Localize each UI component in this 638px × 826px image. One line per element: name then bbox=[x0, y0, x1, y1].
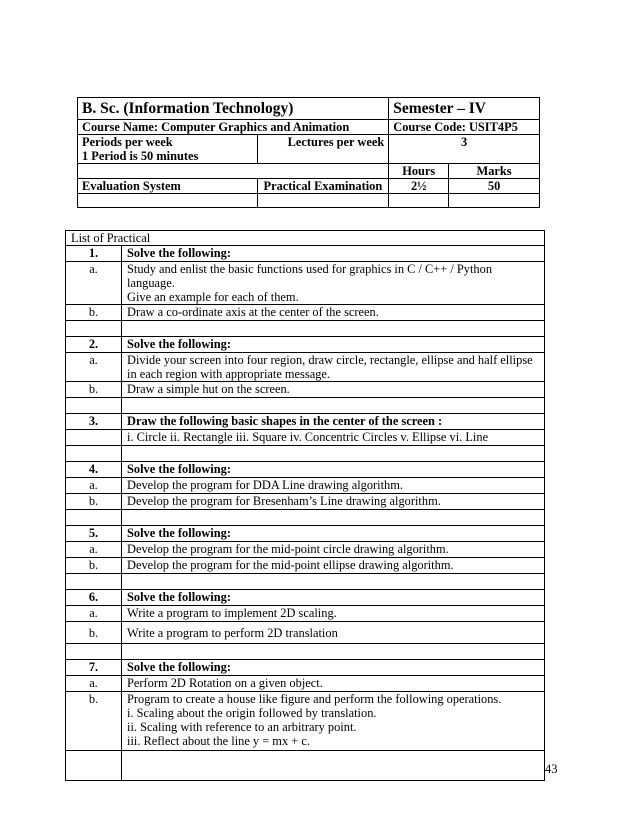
periods-label: Periods per week bbox=[82, 135, 173, 149]
practical-number: 3. bbox=[66, 414, 122, 430]
blank-cell bbox=[66, 574, 122, 590]
practical-heading: Solve the following: bbox=[122, 246, 545, 262]
item-label: a. bbox=[66, 478, 122, 494]
practical-exam-label: Practical Examination bbox=[257, 179, 389, 194]
blank-cell bbox=[78, 194, 258, 208]
item-text-line: in each region with appropriate message. bbox=[127, 367, 330, 381]
item-label: b. bbox=[66, 382, 122, 398]
course-code: Course Code: USIT4P5 bbox=[389, 120, 540, 135]
practical-number: 6. bbox=[66, 590, 122, 606]
item-label: a. bbox=[66, 262, 122, 305]
item-text bbox=[122, 692, 545, 751]
practicals-title: List of Practical bbox=[66, 231, 545, 246]
blank-cell bbox=[66, 430, 122, 446]
blank-cell bbox=[449, 194, 540, 208]
blank-cell bbox=[389, 194, 449, 208]
hours-label: Hours bbox=[389, 164, 449, 179]
page-number: 43 bbox=[545, 762, 558, 776]
item-text-line: ii. Scaling with reference to an arbitrary point. bbox=[127, 720, 357, 734]
blank-cell bbox=[122, 398, 545, 414]
blank-cell bbox=[122, 446, 545, 462]
practical-heading: Solve the following: bbox=[122, 337, 545, 353]
practical-heading: Solve the following: bbox=[122, 462, 545, 478]
item-text: Develop the program for the mid-point circle drawing algorithm. bbox=[122, 542, 545, 558]
practical-heading: Draw the following basic shapes in the center of the screen : bbox=[122, 414, 545, 430]
item-text: Draw a co-ordinate axis at the center of the screen. bbox=[122, 305, 545, 321]
marks-label: Marks bbox=[449, 164, 540, 179]
blank-cell bbox=[122, 321, 545, 337]
item-text: Develop the program for DDA Line drawing algorithm. bbox=[122, 478, 545, 494]
semester-title: Semester – IV bbox=[389, 98, 540, 120]
hours-value: 2½ bbox=[389, 179, 449, 194]
practical-number: 4. bbox=[66, 462, 122, 478]
item-text-line: Give an example for each of them. bbox=[127, 290, 299, 304]
item-label: b. bbox=[66, 692, 122, 751]
lectures-value: 3 bbox=[389, 135, 540, 164]
lectures-label: Lectures per week bbox=[257, 135, 389, 164]
periods-cell bbox=[78, 135, 258, 164]
item-text: i. Circle ii. Rectangle iii. Square iv. Concentric Circles v. Ellipse vi. Line bbox=[122, 430, 545, 446]
practical-heading: Solve the following: bbox=[122, 660, 545, 676]
blank-cell bbox=[122, 644, 545, 660]
practicals-table bbox=[65, 230, 545, 781]
item-text-line: Divide your screen into four region, draw circle, rectangle, ellipse and half ellipse bbox=[127, 353, 533, 367]
item-label: a. bbox=[66, 542, 122, 558]
blank-cell bbox=[66, 446, 122, 462]
item-text: Develop the program for Bresenham’s Line drawing algorithm. bbox=[122, 494, 545, 510]
program-title: B. Sc. (Information Technology) bbox=[78, 98, 389, 120]
practical-number: 7. bbox=[66, 660, 122, 676]
blank-cell bbox=[66, 510, 122, 526]
practical-number: 2. bbox=[66, 337, 122, 353]
item-text-line: Program to create a house like figure and perform the following operations. bbox=[127, 692, 502, 706]
blank-cell bbox=[78, 164, 389, 179]
item-text-line: i. Scaling about the origin followed by translation. bbox=[127, 706, 377, 720]
practical-heading: Solve the following: bbox=[122, 590, 545, 606]
marks-value: 50 bbox=[449, 179, 540, 194]
item-text: Develop the program for the mid-point ellipse drawing algorithm. bbox=[122, 558, 545, 574]
item-text bbox=[122, 262, 545, 305]
item-text: Draw a simple hut on the screen. bbox=[122, 382, 545, 398]
evaluation-label: Evaluation System bbox=[78, 179, 258, 194]
item-label: a. bbox=[66, 606, 122, 622]
item-text: Perform 2D Rotation on a given object. bbox=[122, 676, 545, 692]
item-text: Write a program to perform 2D translation bbox=[122, 622, 545, 644]
practical-number: 5. bbox=[66, 526, 122, 542]
course-name: Course Name: Computer Graphics and Animation bbox=[78, 120, 389, 135]
practical-heading: Solve the following: bbox=[122, 526, 545, 542]
item-label: b. bbox=[66, 494, 122, 510]
practical-number: 1. bbox=[66, 246, 122, 262]
blank-cell bbox=[66, 644, 122, 660]
item-label: b. bbox=[66, 622, 122, 644]
item-label: b. bbox=[66, 305, 122, 321]
item-label: a. bbox=[66, 676, 122, 692]
blank-cell bbox=[66, 398, 122, 414]
blank-cell bbox=[122, 574, 545, 590]
item-text-line: Study and enlist the basic functions used for graphics in C / C++ / Python language. bbox=[127, 262, 493, 290]
blank-cell bbox=[66, 321, 122, 337]
blank-cell bbox=[257, 194, 389, 208]
item-text bbox=[122, 353, 545, 382]
item-label: a. bbox=[66, 353, 122, 382]
course-header-table bbox=[77, 97, 540, 208]
period-duration: 1 Period is 50 minutes bbox=[82, 149, 199, 163]
item-label: b. bbox=[66, 558, 122, 574]
blank-cell bbox=[122, 751, 545, 781]
item-text-line: iii. Reflect about the line y = mx + c. bbox=[127, 734, 310, 748]
item-text: Write a program to implement 2D scaling. bbox=[122, 606, 545, 622]
blank-cell bbox=[122, 510, 545, 526]
blank-cell bbox=[66, 751, 122, 781]
